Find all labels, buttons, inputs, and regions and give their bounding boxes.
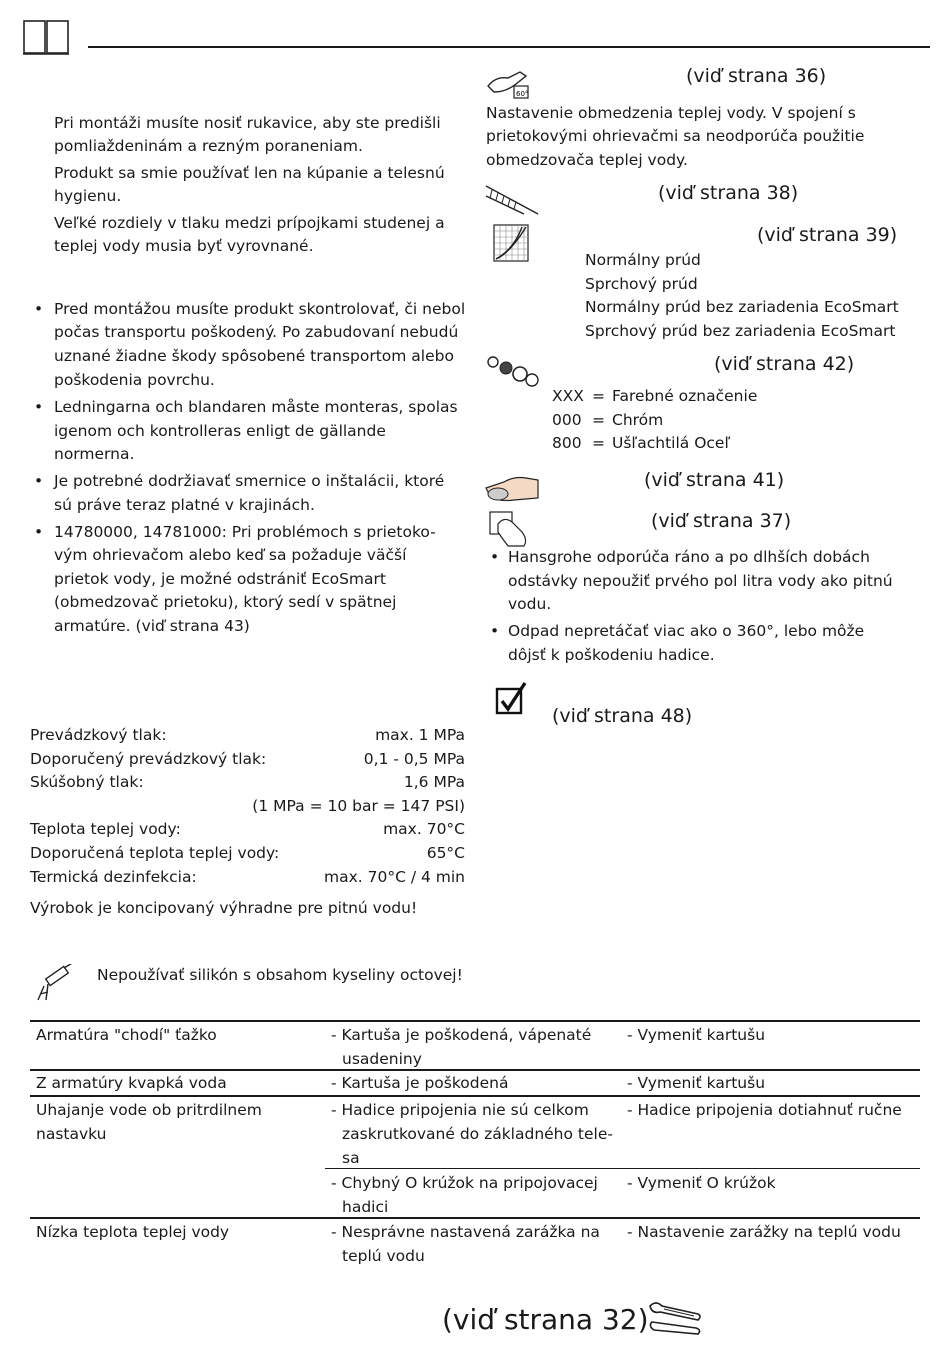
list-item: Ledningarna och blandaren måste monteras, spolas bbox=[54, 398, 458, 416]
hot-limit-text: obmedzovača teplej vody. bbox=[486, 151, 688, 169]
spec-label: Skúšobný tlak: bbox=[30, 773, 144, 791]
list-item: vým ohrievačom alebo keď sa požaduje väčší bbox=[54, 546, 407, 564]
safety-line: hygienu. bbox=[54, 187, 122, 205]
ref-page-36: (viď strana 36) bbox=[686, 65, 827, 87]
cause-cell: - Chybný O krúžok na pripojovacej bbox=[331, 1174, 598, 1192]
spec-value: max. 1 MPa bbox=[375, 726, 465, 744]
spec-value: 0,1 - 0,5 MPa bbox=[363, 750, 465, 768]
fix-cell: - Nastavenie zarážky na teplú vodu bbox=[627, 1223, 901, 1241]
spec-label: Teplota teplej vody: bbox=[30, 820, 181, 838]
flow-item: Normálny prúd bbox=[585, 251, 701, 269]
list-item: uznané žiadne škody spôsobené transportom alebo bbox=[54, 347, 454, 365]
fix-cell: - Vymeniť kartušu bbox=[627, 1026, 766, 1044]
problem-cell: Nízka teplota teplej vody bbox=[36, 1223, 230, 1241]
spec-value: 65°C bbox=[426, 844, 465, 862]
color-eq: = bbox=[592, 434, 605, 452]
cause-cell: hadici bbox=[342, 1198, 389, 1216]
cause-cell: - Nesprávne nastavená zarážka na bbox=[331, 1223, 600, 1241]
spec-value: max. 70°C bbox=[383, 820, 465, 838]
footer-ref: (viď strana 32) bbox=[442, 1303, 649, 1336]
table-rule bbox=[30, 1217, 920, 1219]
bullet-dot: • bbox=[34, 398, 44, 416]
svg-text:60°: 60° bbox=[516, 90, 529, 98]
color-name: Farebné označenie bbox=[612, 387, 758, 405]
list-item: Odpad nepretáčať viac ako o 360°, lebo môže bbox=[508, 622, 865, 640]
ref-page-37: (viď strana 37) bbox=[651, 510, 792, 532]
list-item: vodu. bbox=[508, 595, 552, 613]
table-subrule bbox=[325, 1168, 920, 1169]
spec-row bbox=[30, 866, 465, 890]
spec-row bbox=[30, 818, 465, 842]
spec-row bbox=[30, 795, 465, 819]
problem-cell: nastavku bbox=[36, 1125, 107, 1143]
fix-cell: - Vymeniť O krúžok bbox=[627, 1174, 776, 1192]
spec-value: max. 70°C / 4 min bbox=[323, 868, 465, 886]
list-item: Pred montážou musíte produkt skontrolovať, či nebol bbox=[54, 300, 466, 318]
safety-line: teplej vody musia byť vyrovnané. bbox=[54, 237, 314, 255]
bullet-dot: • bbox=[34, 300, 44, 318]
list-item: poškodenia povrchu. bbox=[54, 371, 215, 389]
spec-row bbox=[30, 724, 465, 748]
header-rule bbox=[88, 46, 930, 48]
spec-label: Doporučený prevádzkový tlak: bbox=[30, 750, 267, 768]
spec-label: Termická dezinfekcia: bbox=[30, 868, 197, 886]
list-item: sú práve teraz platné v krajinách. bbox=[54, 496, 315, 514]
problem-cell: Armatúra "chodí" ťažko bbox=[36, 1026, 217, 1044]
cause-cell: teplú vodu bbox=[342, 1247, 425, 1265]
thermostat-limit-icon bbox=[486, 66, 532, 102]
safety-line: pomliaždeninám a rezným poraneniam. bbox=[54, 137, 363, 155]
color-name: Ušľachtilá Oceľ bbox=[612, 434, 731, 452]
checkbox-icon bbox=[495, 681, 529, 715]
spec-row bbox=[30, 771, 465, 795]
book-icon bbox=[22, 18, 70, 56]
list-item: normerna. bbox=[54, 445, 135, 463]
cause-cell: - Hadice pripojenia nie sú celkom bbox=[331, 1101, 589, 1119]
flow-item: Sprchový prúd bez zariadenia EcoSmart bbox=[585, 322, 896, 340]
problem-cell: Uhajanje vode ob pritrdilnem bbox=[36, 1101, 262, 1119]
spec-value: 1,6 MPa bbox=[403, 773, 465, 791]
hot-limit-text: prietokovými ohrievačmi sa neodporúča použitie bbox=[486, 127, 865, 145]
bullet-dot: • bbox=[490, 548, 500, 566]
silicone-note: Nepoužívať silikón s obsahom kyseliny octovej! bbox=[97, 966, 463, 984]
drinking-water-note: Výrobok je koncipovaný výhradne pre pitnú vodu! bbox=[30, 899, 418, 917]
flow-item: Sprchový prúd bbox=[585, 275, 698, 293]
safety-line: Produkt sa smie používať len na kúpanie a telesnú bbox=[54, 164, 445, 182]
color-code: 000 bbox=[552, 411, 582, 429]
safety-line: Veľké rozdiely v tlaku medzi prípojkami studenej a bbox=[54, 214, 445, 232]
fix-cell: - Vymeniť kartušu bbox=[627, 1074, 766, 1092]
ref-page-38: (viď strana 38) bbox=[658, 182, 799, 204]
spec-value: (1 MPa = 10 bar = 147 PSI) bbox=[252, 797, 465, 815]
ref-page-39: (viď strana 39) bbox=[757, 224, 898, 246]
color-code: 800 bbox=[552, 434, 582, 452]
color-eq: = bbox=[592, 411, 605, 429]
bullet-dot: • bbox=[34, 523, 44, 541]
spec-row bbox=[30, 748, 465, 772]
ref-page-41: (viď strana 41) bbox=[644, 469, 785, 491]
ref-page-48: (viď strana 48) bbox=[552, 705, 693, 727]
operation-hand-icon bbox=[488, 510, 534, 548]
table-rule bbox=[30, 1069, 920, 1071]
list-item: (obmedzovač prietoku), ktorý sedí v spätnej bbox=[54, 593, 397, 611]
color-code: XXX bbox=[552, 387, 584, 405]
list-item: Hansgrohe odporúča ráno a po dlhších dobách bbox=[508, 548, 870, 566]
list-item: Je potrebné dodržiavať smernice o inštalácii, ktoré bbox=[54, 472, 445, 490]
list-item: 14780000, 14781000: Pri problémoch s prietoko- bbox=[54, 523, 436, 541]
bullet-dot: • bbox=[34, 472, 44, 490]
list-item: odstávky nepoužiť prvého pol litra vody ako pitnú bbox=[508, 572, 893, 590]
safety-line: Pri montáži musíte nosiť rukavice, aby ste predišli bbox=[54, 114, 441, 132]
hot-limit-text: Nastavenie obmedzenia teplej vody. V spojení s bbox=[486, 104, 856, 122]
flow-chart-icon bbox=[492, 223, 530, 263]
ruler-icon bbox=[484, 182, 540, 216]
bullet-dot: • bbox=[490, 622, 500, 640]
color-eq: = bbox=[592, 387, 605, 405]
spec-label: Prevádzkový tlak: bbox=[30, 726, 167, 744]
ref-page-42: (viď strana 42) bbox=[714, 353, 855, 375]
table-rule bbox=[30, 1020, 920, 1022]
cause-cell: sa bbox=[342, 1149, 360, 1167]
fix-cell: - Hadice pripojenia dotiahnuť ručne bbox=[627, 1101, 902, 1119]
wrench-tools-icon bbox=[646, 1298, 704, 1338]
parts-icon bbox=[486, 352, 540, 388]
cause-cell: - Kartuša je poškodená, vápenaté bbox=[331, 1026, 592, 1044]
spec-label: Doporučená teplota teplej vody: bbox=[30, 844, 280, 862]
table-rule bbox=[30, 1095, 920, 1097]
cause-cell: - Kartuša je poškodená bbox=[331, 1074, 509, 1092]
color-name: Chróm bbox=[612, 411, 664, 429]
cause-cell: usadeniny bbox=[342, 1050, 422, 1068]
spec-row bbox=[30, 842, 465, 866]
problem-cell: Z armatúry kvapká voda bbox=[36, 1074, 227, 1092]
list-item: prietok vody, je možné odstrániť EcoSmart bbox=[54, 570, 386, 588]
list-item: armatúre. (viď strana 43) bbox=[54, 617, 250, 635]
flow-item: Normálny prúd bez zariadenia EcoSmart bbox=[585, 298, 899, 316]
list-item: igenom och kontrolleras enligt de gällande bbox=[54, 422, 386, 440]
cause-cell: zaskrutkované do základného tele- bbox=[342, 1125, 613, 1143]
silicone-gun-icon bbox=[34, 964, 78, 1004]
list-item: dôjsť k poškodeniu hadice. bbox=[508, 646, 715, 664]
list-item: počas transportu poškodený. Po zabudovaní nebudú bbox=[54, 323, 459, 341]
cleaning-hand-icon bbox=[484, 466, 540, 506]
